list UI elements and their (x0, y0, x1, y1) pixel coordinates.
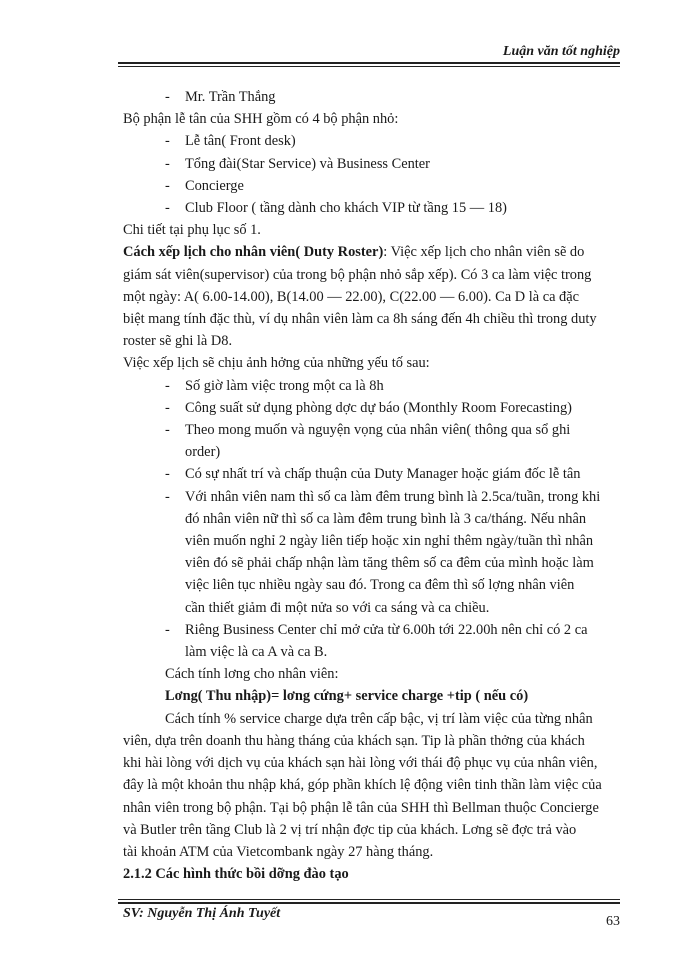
paragraph-line: Cách tính lơng cho nhân viên: (165, 666, 339, 683)
list-item-continuation: làm việc là ca A và ca B. (185, 644, 328, 661)
page-number: 63 (606, 914, 620, 929)
paragraph-line: đây là một khoản thu nhập khá, góp phần khích lệ động viên tinh thần làm việc của (123, 777, 602, 794)
list-item: - Tổng đài(Star Service) và Business Center (165, 155, 430, 172)
paragraph-line: viên, dựa trên doanh thu hàng tháng của khách sạn. Tip là phần thởng của khách (123, 732, 585, 749)
footer-author: SV: Nguyễn Thị Ánh Tuyết (123, 906, 281, 921)
list-item: - Công suất sử dụng phòng dợc dự báo (Monthly Room Forecasting) (165, 399, 572, 416)
list-item-continuation: order) (185, 444, 221, 461)
list-item-continuation: cần thiết giảm đi một nửa so với ca sáng và ca chiều. (185, 599, 490, 616)
paragraph-line: Cách xếp lịch cho nhân viên( Duty Roster): Việc xếp lịch cho nhân viên sẽ do (123, 244, 585, 261)
paragraph-line: Bộ phận lễ tân của SHH gồm có 4 bộ phận nhỏ: (123, 111, 399, 128)
paragraph-line: một ngày: A( 6.00-14.00), B(14.00 — 22.00), C(22.00 — 6.00). Ca D là ca đặc (123, 288, 580, 305)
list-item-continuation: viên muốn nghỉ 2 ngày liên tiếp hoặc xin nghỉ thêm ngày/tuần thì nhân (185, 533, 594, 550)
list-item: - Theo mong muốn và nguyện vọng của nhân viên( thông qua sổ ghi (165, 422, 571, 439)
header-rule (118, 62, 620, 64)
list-item: - Có sự nhất trí và chấp thuận của Duty Manager hoặc giám đốc lễ tân (165, 466, 581, 483)
list-item-continuation: viên đó sẽ phải chấp nhận làm tăng thêm số ca đêm của mình hoặc làm (185, 555, 594, 572)
running-header: Luận văn tốt nghiệp (502, 44, 620, 59)
paragraph-line: roster sẽ ghi là D8. (123, 333, 233, 350)
list-item: - Club Floor ( tầng dành cho khách VIP từ tầng 15 — 18) (165, 200, 507, 217)
header-rule-thin (118, 66, 620, 67)
duty-roster-heading: Cách xếp lịch cho nhân viên( Duty Roster) (123, 244, 384, 261)
paragraph-line: nhân viên trong bộ phận. Tại bộ phận lễ tân của SHH thì Bellman thuộc Concierge (123, 799, 599, 816)
paragraph-line: biệt mang tính đặc thù, ví dụ nhân viên làm ca 8h sáng đến 4h chiều thì trong duty (123, 311, 597, 328)
list-item: - Với nhân viên nam thì số ca làm đêm trung bình là 2.5ca/tuần, trong khi (165, 488, 601, 505)
list-item-continuation: đó nhân viên nữ thì số ca làm đêm trung bình là 3 ca/tháng. Nếu nhân (185, 510, 587, 527)
section-heading: 2.1.2 Các hình thức bồi dỡng đào tạo (123, 866, 349, 883)
list-item-continuation: việc liên tục nhiều ngày sau đó. Trong ca đêm thì số lợng nhân viên (185, 577, 575, 594)
list-item: - Mr. Trần Thắng (165, 89, 276, 105)
list-item: - Concierge (165, 177, 244, 194)
footer-rule-thin (118, 899, 620, 900)
list-item: - Số giờ làm việc trong một ca là 8h (165, 377, 384, 394)
body-text (123, 86, 620, 885)
paragraph-line: khi hài lòng với dịch vụ của khách sạn hài lòng với thái độ phục vụ của nhân viên, (123, 755, 598, 772)
paragraph-line: tài khoản ATM của Vietcombank ngày 27 hàng tháng. (123, 843, 434, 860)
salary-formula: Lơng( Thu nhập)= lơng cứng+ service charge +tip ( nếu có) (165, 688, 529, 705)
paragraph-line: và Butler trên tầng Club là 2 vị trí nhận đợc tip của khách. Lơng sẽ đợc trả vào (123, 821, 577, 838)
paragraph-line: giám sát viên(supervisor) của trong bộ phận nhỏ sắp xếp). Có 3 ca làm việc trong (123, 266, 592, 283)
paragraph-line: Chi tiết tại phụ lục số 1. (123, 222, 261, 239)
paragraph-line: Cách tính % service charge dựa trên cấp bậc, vị trí làm việc của từng nhân (165, 710, 593, 727)
footer-rule (118, 902, 620, 904)
list-item: - Lễ tân( Front desk) (165, 133, 296, 150)
paragraph-line: Việc xếp lịch sẽ chịu ảnh hởng của những yếu tố sau: (123, 355, 430, 372)
list-item: - Riêng Business Center chỉ mở cửa từ 6.00h tới 22.00h nên chỉ có 2 ca (165, 621, 588, 638)
